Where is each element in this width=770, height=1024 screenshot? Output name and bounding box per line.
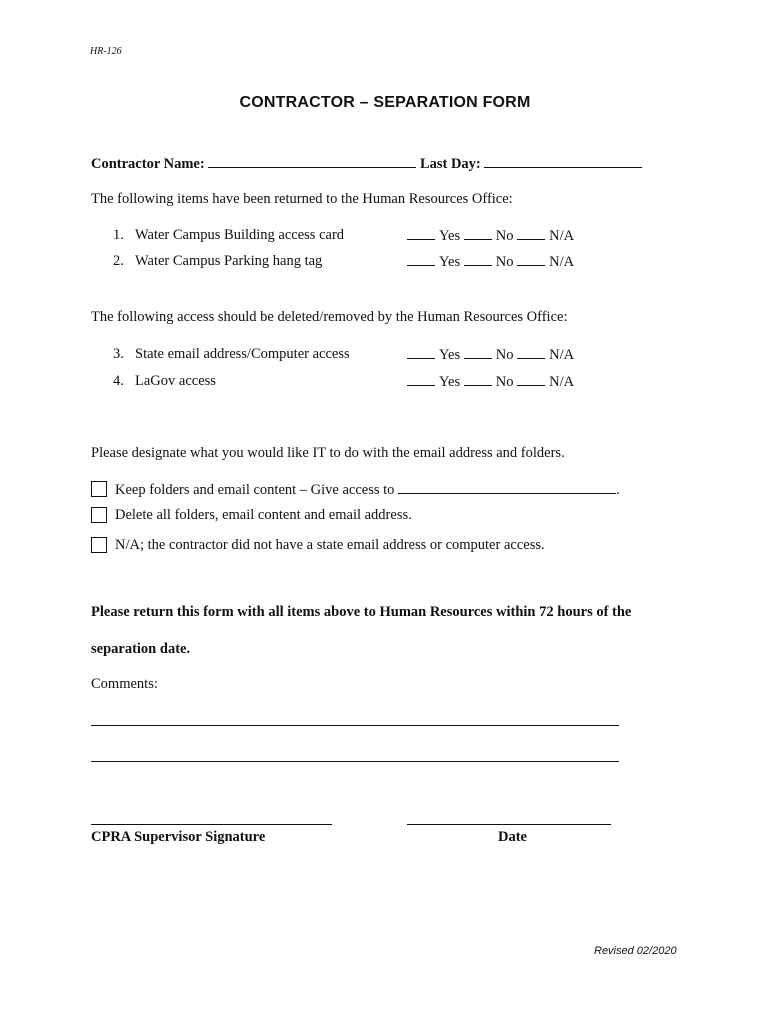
no-blank[interactable] <box>464 373 492 386</box>
yes-label: Yes <box>439 254 461 270</box>
no-label: No <box>495 374 514 390</box>
give-access-to-field[interactable] <box>398 481 616 494</box>
na-label: N/A <box>549 347 575 363</box>
na-option-label: N/A; the contractor did not have a state email address or computer access. <box>115 537 545 553</box>
item-label: State email address/Computer access <box>135 346 350 362</box>
access-item-4 <box>113 373 216 390</box>
access-item-3-options <box>407 346 574 364</box>
item-label: Water Campus Building access card <box>135 227 345 243</box>
item-number: 4. <box>113 373 124 389</box>
signature-label: CPRA Supervisor Signature <box>91 829 266 845</box>
no-label: No <box>495 347 514 363</box>
yes-blank[interactable] <box>407 373 435 386</box>
no-label: No <box>495 228 514 244</box>
returned-item-2-options <box>407 253 574 271</box>
section1-intro: The following items have been returned to the Human Resources Office: <box>91 191 513 207</box>
item-label: LaGov access <box>135 373 216 389</box>
yes-label: Yes <box>439 347 461 363</box>
date-line[interactable] <box>407 824 611 825</box>
na-label: N/A <box>549 228 575 244</box>
yes-label: Yes <box>439 374 461 390</box>
keep-folders-option <box>115 481 620 499</box>
access-item-4-options <box>407 373 574 391</box>
returned-item-1 <box>113 227 344 244</box>
na-label: N/A <box>549 254 575 270</box>
comments-line-2[interactable] <box>91 761 619 762</box>
date-label: Date <box>498 829 527 845</box>
last-day-label: Last Day: <box>419 156 481 172</box>
delete-all-label: Delete all folders, email content and email address. <box>115 507 412 523</box>
option-suffix: . <box>616 482 620 498</box>
keep-folders-label: Keep folders and email content – Give access to <box>115 482 395 498</box>
no-blank[interactable] <box>464 346 492 359</box>
na-blank[interactable] <box>517 227 545 240</box>
yes-blank[interactable] <box>407 227 435 240</box>
it-prompt: Please designate what you would like IT to do with the email address and folders. <box>91 445 565 461</box>
returned-item-2 <box>113 253 322 270</box>
form-code: HR-126 <box>90 46 122 57</box>
yes-blank[interactable] <box>407 253 435 266</box>
yes-blank[interactable] <box>407 346 435 359</box>
item-number: 1. <box>113 227 124 243</box>
revised-date: Revised 02/2020 <box>594 945 677 957</box>
na-blank[interactable] <box>517 253 545 266</box>
signature-line[interactable] <box>91 824 332 825</box>
item-label: Water Campus Parking hang tag <box>135 253 323 269</box>
contractor-name-field[interactable] <box>208 155 416 168</box>
no-blank[interactable] <box>464 227 492 240</box>
na-checkbox[interactable] <box>91 537 107 553</box>
contractor-name-label: Contractor Name: <box>91 156 205 172</box>
contractor-name-row <box>91 155 642 173</box>
delete-all-checkbox[interactable] <box>91 507 107 523</box>
return-notice-line1: Please return this form with all items above to Human Resources within 72 hours of the <box>91 604 632 620</box>
last-day-field[interactable] <box>484 155 642 168</box>
page-title: CONTRACTOR – SEPARATION FORM <box>239 94 531 111</box>
access-item-3 <box>113 346 350 363</box>
return-notice-line2: separation date. <box>91 641 191 657</box>
yes-label: Yes <box>439 228 461 244</box>
item-number: 2. <box>113 253 124 269</box>
item-number: 3. <box>113 346 124 362</box>
section2-intro: The following access should be deleted/removed by the Human Resources Office: <box>91 309 568 325</box>
no-label: No <box>495 254 514 270</box>
no-blank[interactable] <box>464 253 492 266</box>
comments-line-1[interactable] <box>91 725 619 726</box>
na-blank[interactable] <box>517 346 545 359</box>
returned-item-1-options <box>407 227 574 245</box>
keep-folders-checkbox[interactable] <box>91 481 107 497</box>
na-label: N/A <box>549 374 575 390</box>
comments-label: Comments: <box>91 676 158 692</box>
na-blank[interactable] <box>517 373 545 386</box>
